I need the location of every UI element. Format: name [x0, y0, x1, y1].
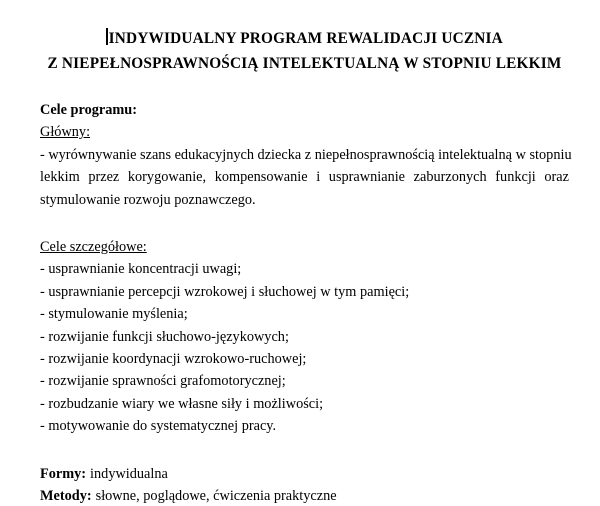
specific-goal-item: - motywowanie do systematycznej pracy. — [40, 418, 277, 435]
methods-line — [40, 485, 569, 506]
forms-value: indywidualna — [90, 465, 168, 482]
text-cursor-caret — [106, 28, 108, 45]
document-title — [40, 26, 569, 76]
document-title-text-1: INDYWIDUALNY PROGRAM REWALIDACJI UCZNIA — [108, 30, 503, 47]
main-goal-paragraph-line: lekkim przez korygowanie, kompensowanie i usprawnianie zaburzonych funkcji oraz — [40, 169, 569, 186]
methods-value: słowne, poglądowe, ćwiczenia praktyczne — [95, 488, 337, 505]
heading-cele-szczegolowe: Cele szczegółowe: — [40, 239, 147, 256]
methods-label: Metody: — [40, 488, 92, 505]
document-body — [40, 99, 572, 506]
heading-cele-programu: Cele programu: — [40, 102, 138, 118]
heading-glowny: Główny: — [40, 124, 91, 141]
spacer — [40, 211, 569, 236]
main-goal-paragraph-line: stymulowanie rozwoju poznawczego. — [40, 191, 256, 208]
heading-cele-szczegolowe-line — [40, 236, 569, 258]
specific-goal-item: - stymulowanie myślenia; — [40, 306, 188, 323]
specific-goal-item: - rozwijanie funkcji słuchowo-językowych; — [40, 328, 289, 345]
main-goal-paragraph-line: - wyrównywanie szans edukacyjnych dziecka z niepełnosprawnością intelektualną w stopniu — [40, 146, 572, 163]
specific-goal-item: - rozwijanie koordynacji wzrokowo-ruchowej; — [40, 351, 307, 368]
forms-line — [40, 463, 569, 485]
specific-goal-item: - rozwijanie sprawności grafomotorycznej; — [40, 373, 286, 390]
forms-label: Formy: — [40, 465, 87, 482]
document-title-line-1 — [40, 26, 569, 51]
specific-goal-item: - rozbudzanie wiary we własne siły i możliwości; — [40, 395, 324, 412]
document-title-line-2: Z NIEPEŁNOSPRAWNOŚCIĄ INTELEKTUALNĄ W STOPNIU LEKKIM — [47, 55, 562, 72]
specific-goal-item: - usprawnianie percepcji wzrokowej i słuchowej w tym pamięci; — [40, 283, 410, 300]
heading-glowny-line — [40, 121, 569, 143]
spacer — [40, 438, 569, 463]
specific-goal-item: - usprawnianie koncentracji uwagi; — [40, 261, 242, 278]
